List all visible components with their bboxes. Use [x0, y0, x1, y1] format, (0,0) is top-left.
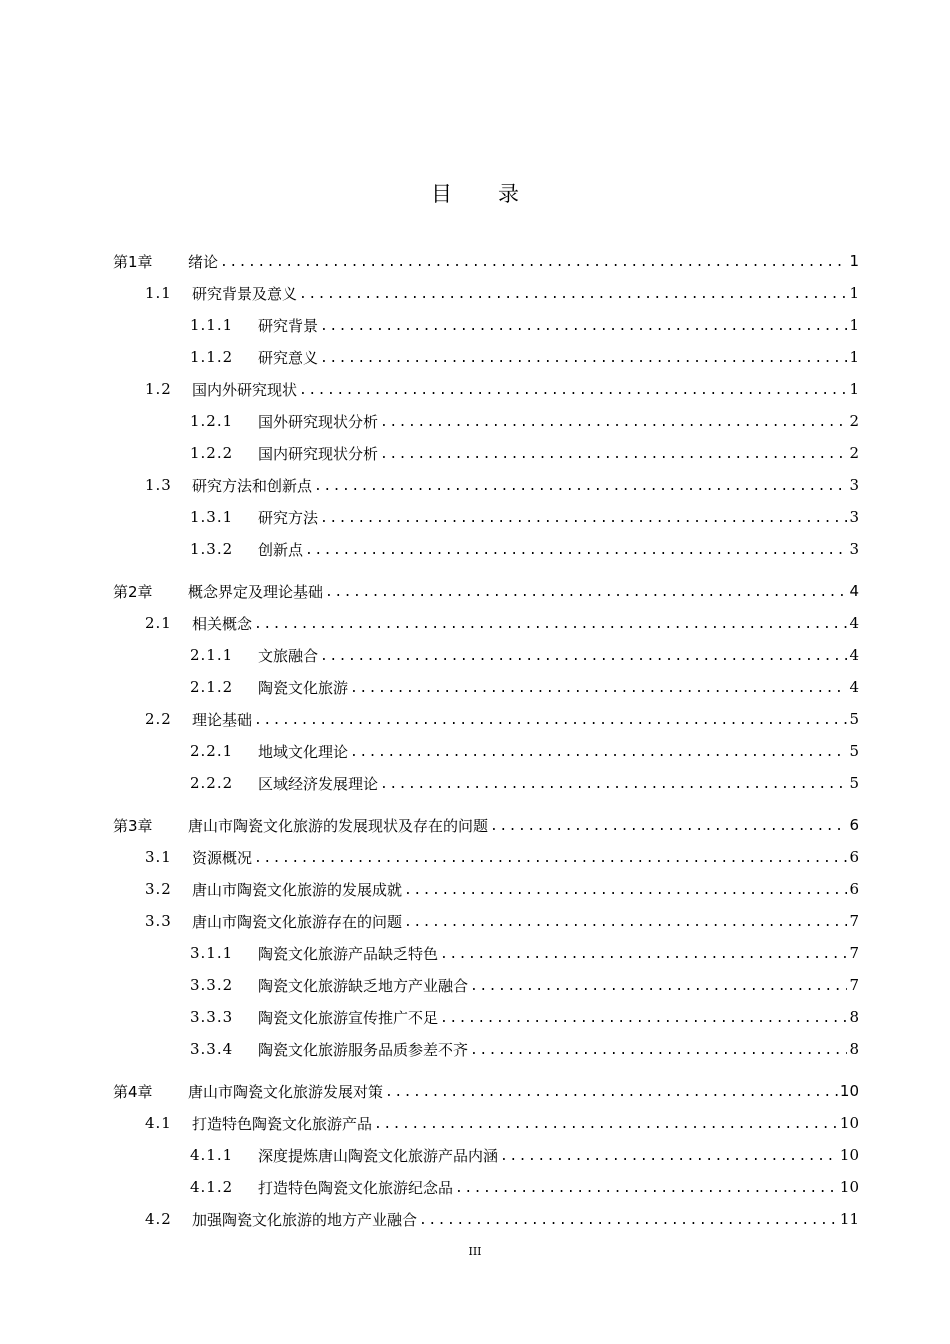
toc-entry-page: 11 — [839, 1210, 859, 1228]
toc-entry-title: 陶瓷文化旅游缺乏地方产业融合 — [258, 976, 469, 995]
toc-entry[interactable] — [113, 1172, 859, 1202]
dot-leader — [380, 445, 847, 461]
toc-entry[interactable] — [113, 970, 859, 1000]
dot-leader — [320, 509, 847, 525]
toc-entry-number: 1.2.2 — [190, 444, 234, 462]
toc-entry-number: 2.2.1 — [190, 742, 234, 760]
toc-entry-page: 4 — [849, 582, 859, 600]
toc-entry-title: 研究背景 — [258, 316, 319, 335]
toc-entry-page: 1 — [849, 380, 859, 398]
toc-entry-number: 第3章 — [113, 816, 153, 835]
toc-entry-number: 第4章 — [113, 1082, 153, 1101]
toc-entry-number: 2.1.2 — [190, 678, 234, 696]
dot-leader — [385, 1083, 838, 1099]
toc-entry-page: 5 — [849, 710, 859, 728]
dot-leader — [440, 1009, 847, 1025]
toc-entry-title: 深度提炼唐山陶瓷文化旅游产品内涵 — [258, 1146, 499, 1165]
toc-entry-number: 3.1 — [145, 848, 172, 866]
toc-entry-page: 1 — [849, 348, 859, 366]
toc-entry-number: 4.2 — [145, 1210, 172, 1228]
dot-leader — [404, 913, 847, 929]
toc-entry[interactable] — [113, 374, 859, 404]
toc-entry-title: 陶瓷文化旅游服务品质参差不齐 — [258, 1040, 469, 1059]
dot-leader — [314, 477, 847, 493]
toc-entry-title: 概念界定及理论基础 — [188, 582, 324, 601]
toc-entry-page: 4 — [849, 614, 859, 632]
toc-entry[interactable] — [113, 672, 859, 702]
toc-entry-number: 2.2.2 — [190, 774, 234, 792]
toc-entry[interactable] — [113, 576, 859, 606]
toc-entry-page: 3 — [849, 476, 859, 494]
toc-entry-title: 打造特色陶瓷文化旅游纪念品 — [258, 1178, 454, 1197]
toc-entry[interactable] — [113, 906, 859, 936]
toc-entry-title: 相关概念 — [192, 614, 253, 633]
toc-entry-page: 3 — [849, 540, 859, 558]
toc-entry-title: 国内外研究现状 — [192, 380, 298, 399]
toc-entry-page: 2 — [849, 444, 859, 462]
toc-entry-title: 研究方法 — [258, 508, 319, 527]
dot-leader — [325, 583, 847, 599]
toc-entry-number: 3.1.1 — [190, 944, 234, 962]
toc-entry[interactable] — [113, 278, 859, 308]
dot-leader — [350, 743, 847, 759]
toc-entry-title: 唐山市陶瓷文化旅游的发展现状及存在的问题 — [188, 816, 489, 835]
toc-entry-page: 10 — [839, 1114, 859, 1132]
toc-entry-number: 2.2 — [145, 710, 172, 728]
dot-leader — [220, 253, 847, 269]
dot-leader — [374, 1115, 838, 1131]
toc-entry[interactable] — [113, 640, 859, 670]
toc-entry[interactable] — [113, 502, 859, 532]
dot-leader — [320, 647, 847, 663]
dot-leader — [440, 945, 847, 961]
toc-entry-number: 第2章 — [113, 582, 153, 601]
toc-entry-page: 8 — [849, 1008, 859, 1026]
dot-leader — [254, 849, 847, 865]
toc-entry-page: 7 — [849, 944, 859, 962]
toc-entry-page: 7 — [849, 912, 859, 930]
toc-entry-title: 创新点 — [258, 540, 304, 559]
toc-entry-number: 2.1.1 — [190, 646, 234, 664]
toc-entry[interactable] — [113, 1204, 859, 1234]
toc-entry-title: 打造特色陶瓷文化旅游产品 — [192, 1114, 373, 1133]
toc-entry[interactable] — [113, 342, 859, 372]
dot-leader — [305, 541, 847, 557]
toc-entry[interactable] — [113, 1002, 859, 1032]
toc-entry-number: 3.3.4 — [190, 1040, 234, 1058]
toc-entry-title: 国外研究现状分析 — [258, 412, 379, 431]
toc-entry-title: 唐山市陶瓷文化旅游的发展成就 — [192, 880, 403, 899]
dot-leader — [404, 881, 847, 897]
toc-entry-page: 4 — [849, 646, 859, 664]
toc-entry-number: 1.1 — [145, 284, 172, 302]
dot-leader — [299, 381, 847, 397]
toc-entry-title: 研究意义 — [258, 348, 319, 367]
dot-leader — [455, 1179, 838, 1195]
toc-entry-title: 唐山市陶瓷文化旅游发展对策 — [188, 1082, 384, 1101]
toc-entry-page: 6 — [849, 816, 859, 834]
dot-leader — [470, 1041, 847, 1057]
toc-entry-page: 1 — [849, 316, 859, 334]
toc-entry[interactable] — [113, 874, 859, 904]
toc-entry-number: 1.1.2 — [190, 348, 234, 366]
toc-entry[interactable] — [113, 470, 859, 500]
toc-entry-title: 陶瓷文化旅游 — [258, 678, 349, 697]
toc-entry-number: 第1章 — [113, 252, 153, 271]
toc-entry[interactable] — [113, 608, 859, 638]
dot-leader — [320, 317, 847, 333]
dot-leader — [380, 775, 847, 791]
toc-entry-page: 10 — [839, 1178, 859, 1196]
toc-entry-title: 陶瓷文化旅游产品缺乏特色 — [258, 944, 439, 963]
toc-entry-title: 理论基础 — [192, 710, 253, 729]
dot-leader — [500, 1147, 838, 1163]
toc-entry-number: 4.1 — [145, 1114, 172, 1132]
toc-entry[interactable] — [113, 534, 859, 564]
toc-entry[interactable] — [113, 1140, 859, 1170]
toc-entry-number: 3.3 — [145, 912, 172, 930]
toc-entry[interactable] — [113, 310, 859, 340]
toc-entry[interactable] — [113, 842, 859, 872]
toc-entry-page: 10 — [839, 1082, 859, 1100]
toc-entry[interactable] — [113, 736, 859, 766]
dot-leader — [419, 1211, 838, 1227]
dot-leader — [470, 977, 847, 993]
toc-entry-title: 地域文化理论 — [258, 742, 349, 761]
toc-entry-page: 1 — [849, 284, 859, 302]
toc-entry-page: 5 — [849, 742, 859, 760]
dot-leader — [299, 285, 847, 301]
dot-leader — [254, 615, 847, 631]
toc-entry-number: 1.3 — [145, 476, 172, 494]
toc-entry-title: 绪论 — [188, 252, 219, 271]
toc-entry[interactable] — [113, 704, 859, 734]
toc-entry-page: 8 — [849, 1040, 859, 1058]
toc-entry-page: 4 — [849, 678, 859, 696]
dot-leader — [380, 413, 847, 429]
toc-entry-title: 区域经济发展理论 — [258, 774, 379, 793]
toc-entry[interactable] — [113, 1076, 859, 1106]
toc-entry-number: 1.2 — [145, 380, 172, 398]
dot-leader — [490, 817, 847, 833]
toc-entry[interactable] — [113, 246, 859, 276]
toc-entry-number: 3.2 — [145, 880, 172, 898]
toc-entry-number: 1.2.1 — [190, 412, 234, 430]
toc-entry-page: 6 — [849, 880, 859, 898]
dot-leader — [320, 349, 847, 365]
toc-entry-title: 研究背景及意义 — [192, 284, 298, 303]
toc-entry[interactable] — [113, 810, 859, 840]
toc-entry-number: 1.3.2 — [190, 540, 234, 558]
toc-entry-page: 7 — [849, 976, 859, 994]
toc-entry[interactable] — [113, 406, 859, 436]
toc-entry-number: 4.1.2 — [190, 1178, 234, 1196]
toc-entry-page: 10 — [839, 1146, 859, 1164]
toc-entry-page: 5 — [849, 774, 859, 792]
toc-entry-page: 6 — [849, 848, 859, 866]
page-number-footer: III — [468, 1245, 482, 1258]
toc-entry-page: 2 — [849, 412, 859, 430]
toc-entry-title: 国内研究现状分析 — [258, 444, 379, 463]
toc-entry[interactable] — [113, 1034, 859, 1064]
toc-entry-number: 3.3.3 — [190, 1008, 234, 1026]
toc-entry-title: 研究方法和创新点 — [192, 476, 313, 495]
dot-leader — [254, 711, 847, 727]
toc-entry-number: 1.3.1 — [190, 508, 234, 526]
toc-entry[interactable] — [113, 768, 859, 798]
toc-entry-title: 资源概况 — [192, 848, 253, 867]
toc-entry-number: 2.1 — [145, 614, 172, 632]
toc-entry-page: 1 — [849, 252, 859, 270]
toc-entry-title: 唐山市陶瓷文化旅游存在的问题 — [192, 912, 403, 931]
toc-entry[interactable] — [113, 438, 859, 468]
toc-entry-number: 4.1.1 — [190, 1146, 234, 1164]
toc-entry-page: 3 — [849, 508, 859, 526]
toc-entry[interactable] — [113, 1108, 859, 1138]
toc-entry-number: 3.3.2 — [190, 976, 234, 994]
toc-entry[interactable] — [113, 938, 859, 968]
toc-entry-title: 陶瓷文化旅游宣传推广不足 — [258, 1008, 439, 1027]
dot-leader — [350, 679, 847, 695]
toc-entry-title: 加强陶瓷文化旅游的地方产业融合 — [192, 1210, 418, 1229]
toc-entry-title: 文旅融合 — [258, 646, 319, 665]
page-title: 目录 — [431, 182, 565, 206]
toc-entry-number: 1.1.1 — [190, 316, 234, 334]
